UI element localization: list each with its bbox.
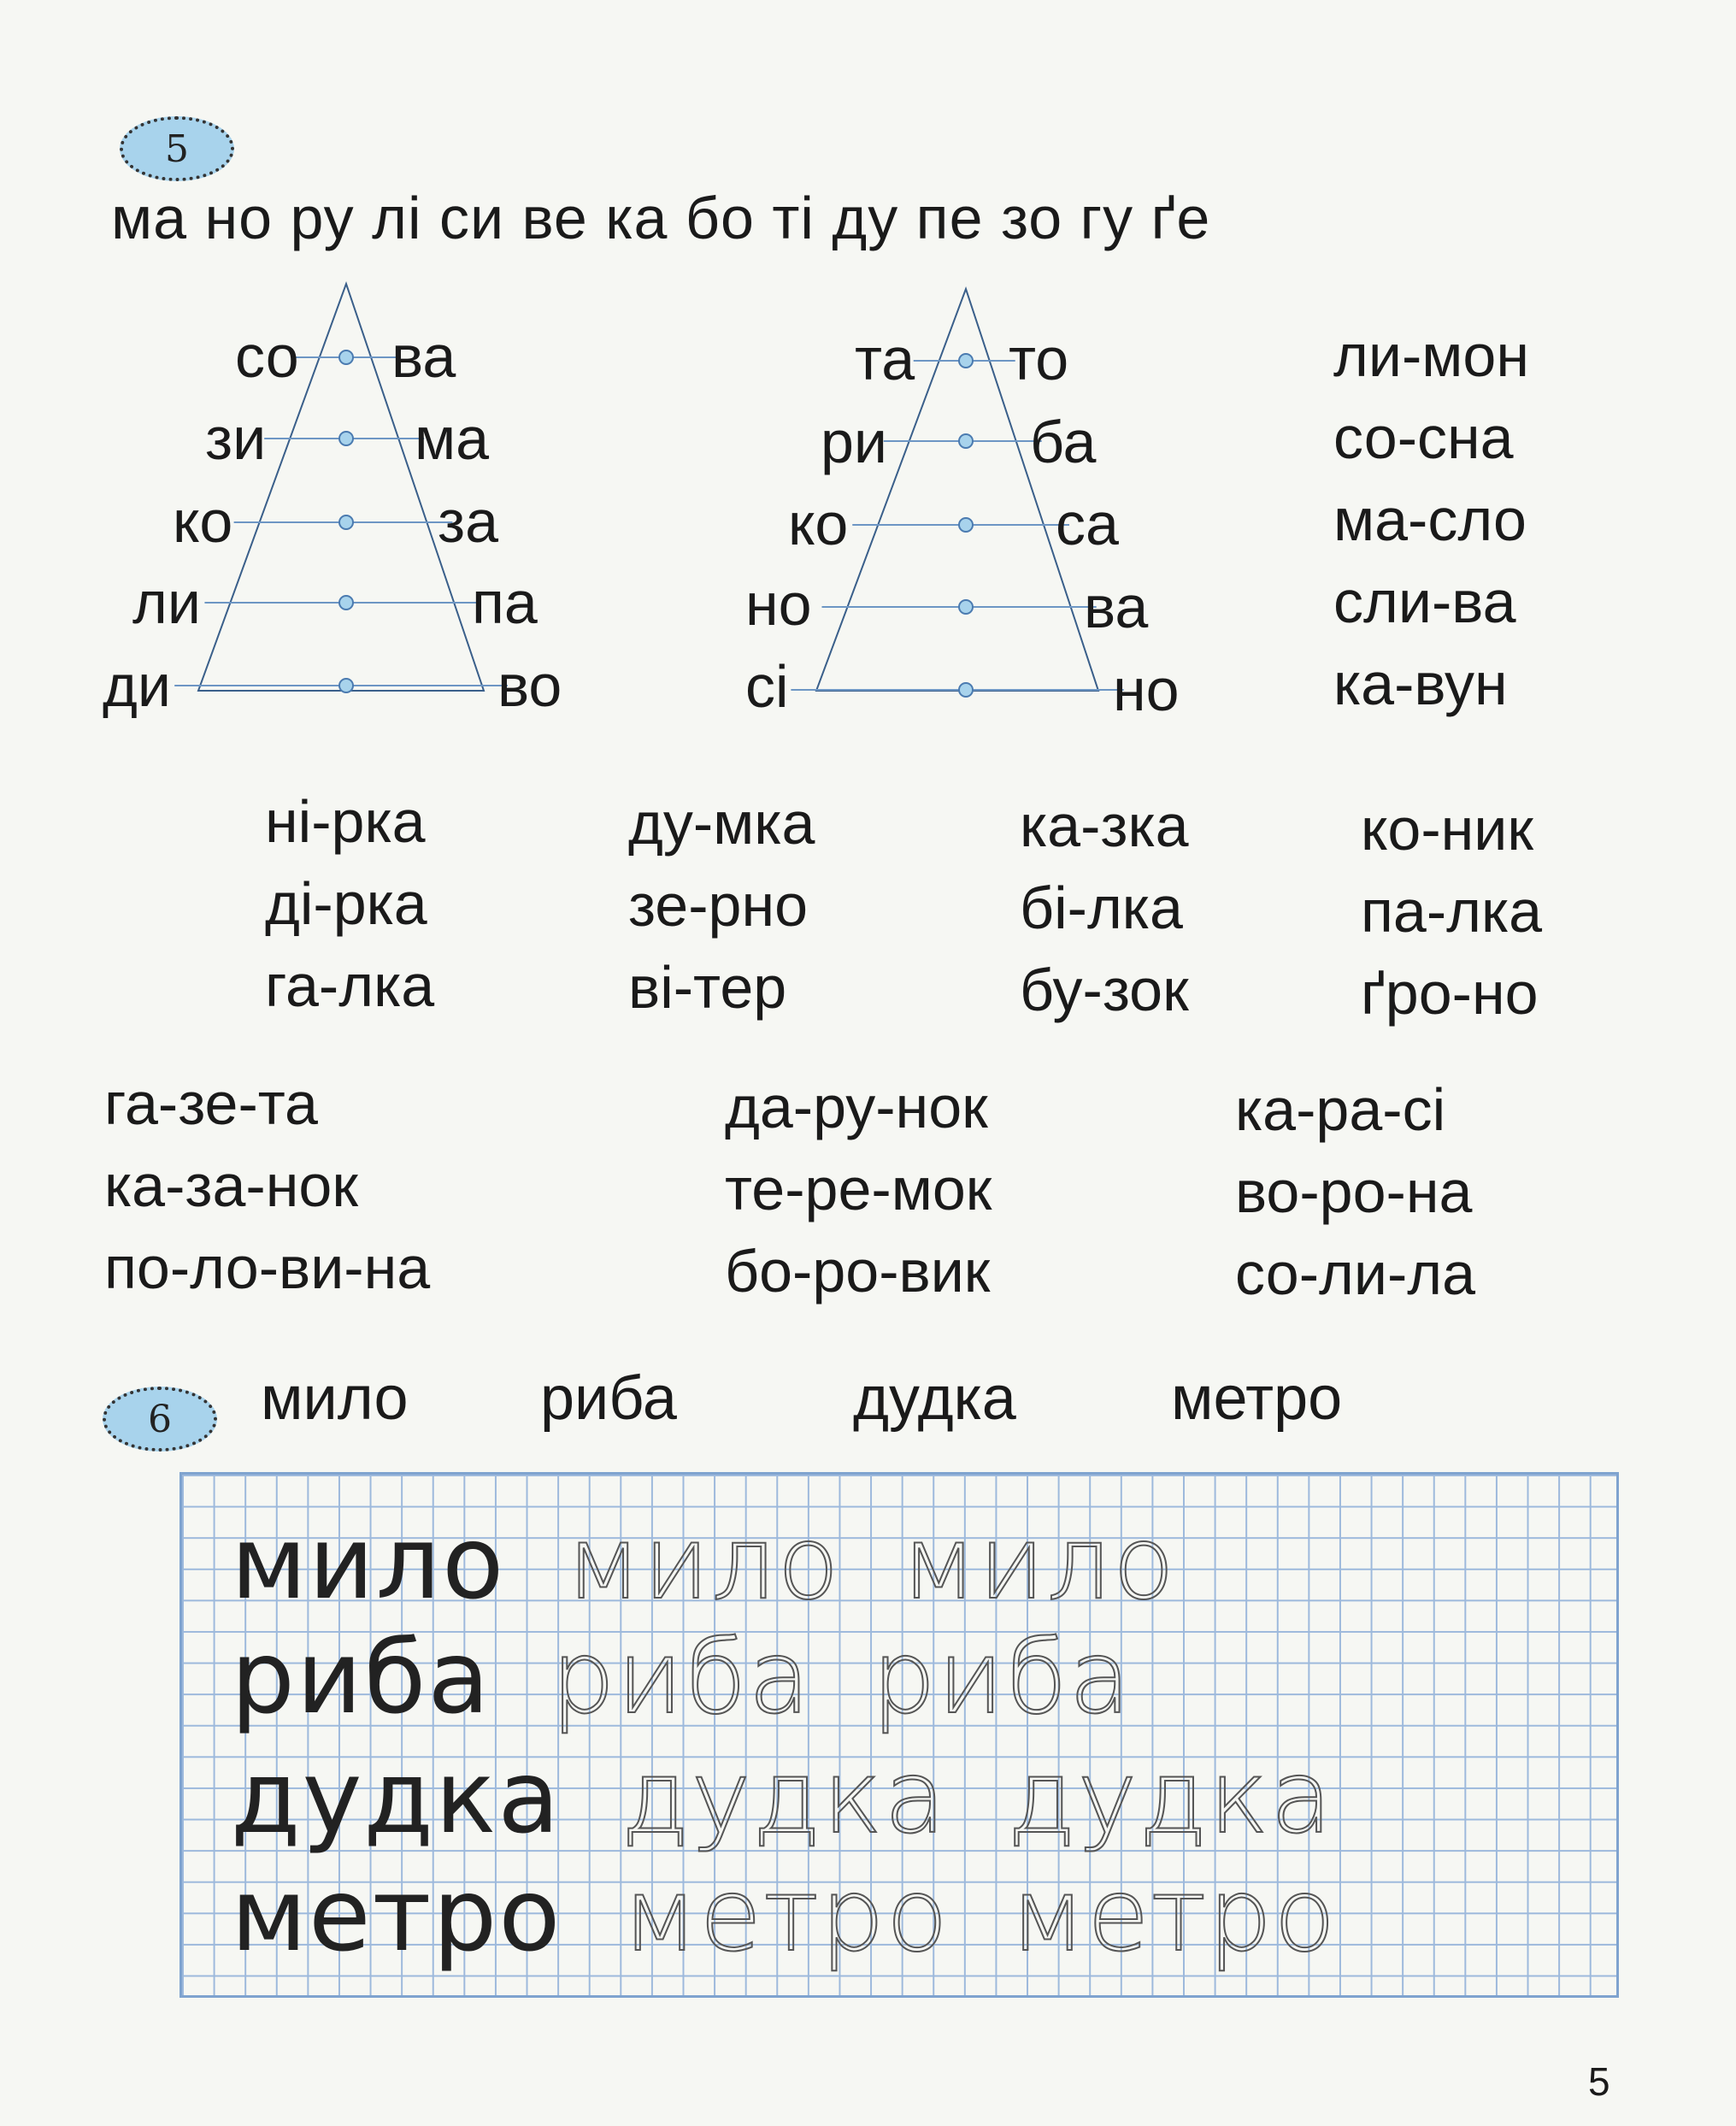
tri2-right-1: то (1009, 326, 1069, 392)
tri2-left-2: ри (821, 409, 888, 475)
trace-dotted-word: риба (871, 1618, 1133, 1736)
multi-syllable-col-2 (725, 1066, 992, 1312)
word: да-ру-нок (725, 1074, 988, 1140)
tri1-right-2: ма (415, 405, 490, 472)
tri2-left-1: та (855, 326, 915, 392)
trace-row-4 (231, 1856, 1338, 1974)
trace-dotted-word: дудка (621, 1738, 948, 1856)
page-number: 5 (1588, 2059, 1610, 2104)
tri2-left-3: ко (788, 491, 849, 557)
word: ка-зка (1020, 792, 1189, 859)
word: бі-лка (1020, 875, 1183, 941)
triangle-2-dot (959, 434, 973, 448)
triangle-1-dot (339, 350, 353, 364)
word-right-3: ма-сло (1333, 486, 1527, 553)
exercise-5-number: 5 (165, 127, 189, 171)
word-right-4: сли-ва (1333, 568, 1516, 635)
word: по-ло-ви-на (104, 1234, 431, 1301)
trace-row-1 (231, 1504, 1177, 1622)
word: бу-зок (1020, 957, 1189, 1023)
tri1-right-1: ва (391, 323, 456, 390)
word: га-лка (265, 952, 435, 1019)
word: зе-рно (628, 872, 809, 939)
ex6-word-1: мило (261, 1364, 409, 1433)
word-right-5: ка-вун (1333, 651, 1508, 717)
tri1-right-5: во (497, 652, 562, 719)
triangle-2-dot (959, 518, 973, 532)
word: па-лка (1361, 878, 1543, 945)
tri1-left-4: ли (132, 569, 201, 636)
ex6-word-3: дудка (853, 1364, 1016, 1433)
tri2-right-5: но (1113, 657, 1180, 723)
trace-row-2 (231, 1618, 1133, 1736)
triangle-1-dot (339, 596, 353, 610)
trace-dotted-word: дудка (1007, 1738, 1334, 1856)
trace-solid-word: риба (231, 1618, 491, 1736)
word: ді-рка (265, 870, 427, 937)
word-right-2: со-сна (1333, 404, 1514, 471)
exercise-6-badge (103, 1387, 217, 1452)
trace-solid-word: мило (231, 1504, 506, 1622)
word: ґро-но (1361, 960, 1539, 1027)
trace-row-3 (231, 1738, 1334, 1856)
tri1-right-3: за (438, 488, 499, 555)
two-syllable-col-2 (628, 782, 815, 1028)
trace-dotted-word: мило (565, 1504, 841, 1622)
trace-dotted-word: метро (621, 1856, 950, 1974)
tri2-right-2: ба (1030, 409, 1097, 475)
multi-syllable-col-3 (1235, 1069, 1475, 1315)
two-syllable-col-3 (1020, 785, 1189, 1031)
trace-solid-word: дудка (231, 1738, 562, 1856)
triangle-1-dot (339, 679, 353, 692)
word-right-1: ли-мон (1333, 322, 1529, 389)
word: га-зе-та (104, 1070, 318, 1137)
triangle-2-dot (959, 600, 973, 614)
trace-dotted-word: метро (1009, 1856, 1338, 1974)
tri1-left-3: ко (173, 488, 233, 555)
two-syllable-col-1 (265, 780, 434, 1027)
word: во-ро-на (1235, 1158, 1473, 1225)
triangle-1-dot (339, 432, 353, 445)
tri2-right-3: са (1056, 491, 1119, 557)
word: ка-ра-сі (1235, 1076, 1446, 1143)
two-syllable-col-4 (1361, 788, 1542, 1034)
tri1-left-5: ди (103, 652, 171, 719)
words-right-column (1333, 315, 1529, 725)
tri2-left-4: но (745, 571, 812, 638)
syllable-row: ма но ру лі си ве ка бо ті ду пе зо гу ґе (111, 185, 1211, 251)
word: ко-ник (1361, 796, 1534, 863)
trace-dotted-word: риба (550, 1618, 812, 1736)
tri2-right-4: ва (1084, 574, 1149, 640)
multi-syllable-col-1 (104, 1063, 430, 1309)
triangle-2-dot (959, 354, 973, 368)
word: со-ли-ла (1235, 1240, 1476, 1307)
word: ка-за-нок (104, 1152, 358, 1219)
word: те-ре-мок (725, 1156, 992, 1222)
word: ду-мка (628, 790, 815, 857)
tri1-left-2: зи (205, 405, 267, 472)
tri1-right-4: па (472, 569, 538, 636)
triangle-2-dot (959, 683, 973, 697)
tri1-left-1: со (235, 323, 299, 390)
ex6-word-2: риба (540, 1364, 677, 1433)
tri2-left-5: сі (745, 653, 789, 720)
trace-dotted-word: мило (900, 1504, 1177, 1622)
triangle-1-dot (339, 515, 353, 529)
ex6-word-4: метро (1171, 1364, 1343, 1433)
word: ві-тер (628, 954, 787, 1021)
word: ні-рка (265, 788, 426, 855)
exercise-6-number: 6 (148, 1397, 172, 1441)
word: бо-ро-вик (725, 1238, 991, 1304)
trace-solid-word: метро (231, 1856, 562, 1974)
